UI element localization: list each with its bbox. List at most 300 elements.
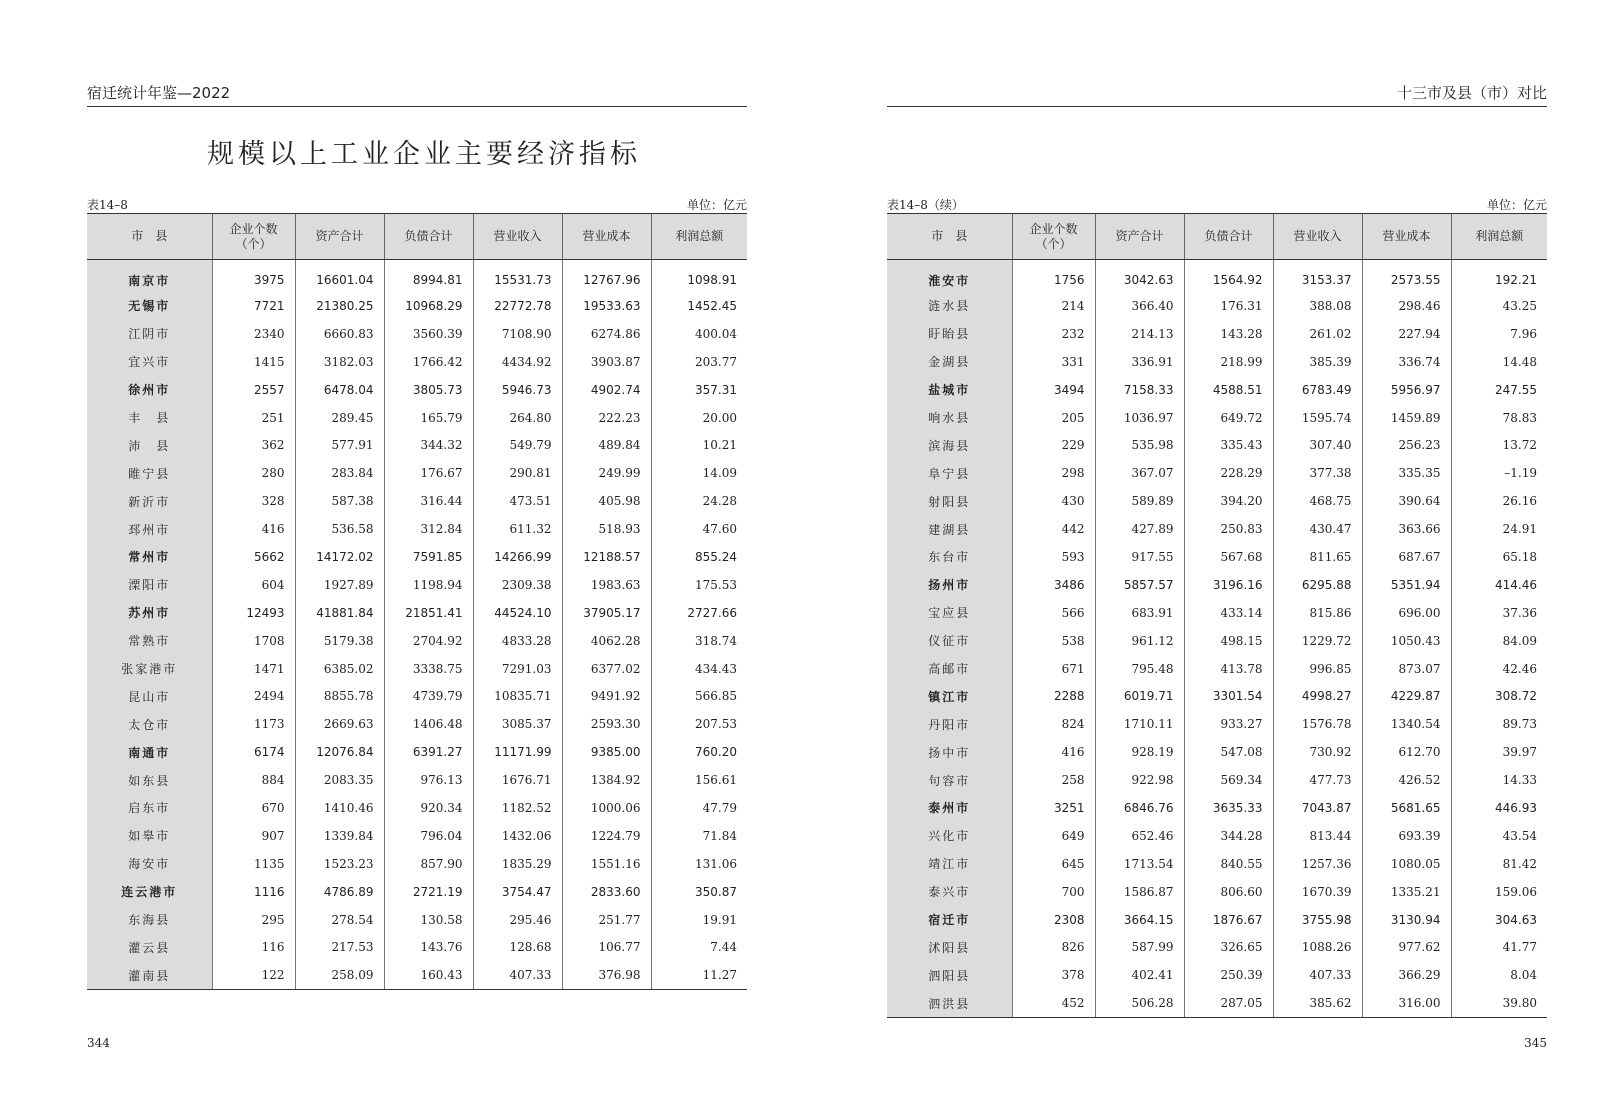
- table-row: [887, 431, 1547, 459]
- table-number: 表14–8: [87, 198, 128, 212]
- header-profit: 利润总额: [1451, 214, 1547, 260]
- header-count-line2: （个）: [1035, 236, 1072, 251]
- cell-revenue: 128.68: [473, 933, 562, 961]
- region-name: 兴化市: [887, 822, 1012, 850]
- cell-assets: 6478.04: [295, 376, 384, 404]
- header-count-line1: 企业个数: [1029, 221, 1078, 236]
- cell-count: 3494: [1012, 376, 1095, 404]
- cell-profit: 7.96: [1451, 320, 1547, 348]
- cell-liabilities: 287.05: [1184, 989, 1273, 1017]
- cell-cost: 12188.57: [562, 543, 651, 571]
- cell-assets: 5857.57: [1095, 571, 1184, 599]
- cell-assets: 7158.33: [1095, 376, 1184, 404]
- cell-profit: 207.53: [651, 710, 747, 738]
- header-revenue: 营业收入: [1273, 214, 1362, 260]
- cell-cost: 2573.55: [1362, 260, 1451, 293]
- page-number-right: 345: [1524, 1036, 1547, 1050]
- region-name: 南通市: [87, 738, 212, 766]
- header-region: 市 县: [87, 214, 212, 260]
- cell-assets: 21380.25: [295, 292, 384, 320]
- cell-assets: 589.89: [1095, 487, 1184, 515]
- cell-liabilities: 567.68: [1184, 543, 1273, 571]
- cell-revenue: 2309.38: [473, 571, 562, 599]
- cell-count: 430: [1012, 487, 1095, 515]
- table-row: [887, 682, 1547, 710]
- cell-assets: 587.38: [295, 487, 384, 515]
- region-name: 金湖县: [887, 348, 1012, 376]
- cell-assets: 3182.03: [295, 348, 384, 376]
- cell-count: 1756: [1012, 260, 1095, 293]
- cell-profit: 41.77: [1451, 933, 1547, 961]
- region-name: 盱眙县: [887, 320, 1012, 348]
- cell-cost: 222.23: [562, 404, 651, 432]
- cell-profit: 37.36: [1451, 599, 1547, 627]
- cell-assets: 2083.35: [295, 766, 384, 794]
- cell-revenue: 1835.29: [473, 850, 562, 878]
- cell-cost: 5956.97: [1362, 376, 1451, 404]
- running-head-text: 十三市及县（市）对比: [1396, 84, 1547, 102]
- table-row: [87, 571, 747, 599]
- cell-cost: 9385.00: [562, 738, 651, 766]
- cell-assets: 922.98: [1095, 766, 1184, 794]
- cell-profit: 14.48: [1451, 348, 1547, 376]
- cell-count: 378: [1012, 961, 1095, 989]
- cell-profit: 203.77: [651, 348, 747, 376]
- cell-liabilities: 250.39: [1184, 961, 1273, 989]
- cell-profit: 7.44: [651, 933, 747, 961]
- header-profit: 利润总额: [651, 214, 747, 260]
- table-row: [87, 738, 747, 766]
- region-name: 南京市: [87, 260, 212, 293]
- unit-label: 单位：亿元: [1486, 198, 1547, 212]
- cell-profit: 39.97: [1451, 738, 1547, 766]
- cell-liabilities: 176.67: [384, 459, 473, 487]
- cell-assets: 289.45: [295, 404, 384, 432]
- region-name: 镇江市: [887, 682, 1012, 710]
- cell-profit: 304.63: [1451, 906, 1547, 934]
- cell-profit: 357.31: [651, 376, 747, 404]
- cell-revenue: 468.75: [1273, 487, 1362, 515]
- cell-profit: 308.72: [1451, 682, 1547, 710]
- table-row: [87, 627, 747, 655]
- running-head-right: [887, 84, 1547, 107]
- region-name: 新沂市: [87, 487, 212, 515]
- cell-count: 538: [1012, 627, 1095, 655]
- cell-profit: 39.80: [1451, 989, 1547, 1017]
- cell-liabilities: 3301.54: [1184, 682, 1273, 710]
- cell-count: 452: [1012, 989, 1095, 1017]
- cell-liabilities: 3560.39: [384, 320, 473, 348]
- cell-count: 229: [1012, 431, 1095, 459]
- cell-cost: 1224.79: [562, 822, 651, 850]
- region-name: 睢宁县: [87, 459, 212, 487]
- cell-liabilities: 160.43: [384, 961, 473, 989]
- cell-cost: 1551.16: [562, 850, 651, 878]
- cell-count: 232: [1012, 320, 1095, 348]
- cell-liabilities: 806.60: [1184, 878, 1273, 906]
- cell-liabilities: 218.99: [1184, 348, 1273, 376]
- cell-liabilities: 920.34: [384, 794, 473, 822]
- cell-count: 3486: [1012, 571, 1095, 599]
- cell-profit: 20.00: [651, 404, 747, 432]
- cell-liabilities: 316.44: [384, 487, 473, 515]
- cell-assets: 577.91: [295, 431, 384, 459]
- cell-assets: 1036.97: [1095, 404, 1184, 432]
- table-number-continued: 表14–8（续）: [887, 198, 964, 212]
- region-name: 丰 县: [87, 404, 212, 432]
- region-name: 泗洪县: [887, 989, 1012, 1017]
- table-row: [87, 961, 747, 989]
- cell-cost: 1080.05: [1362, 850, 1451, 878]
- cell-profit: 13.72: [1451, 431, 1547, 459]
- region-name: 昆山市: [87, 682, 212, 710]
- cell-cost: 1335.21: [1362, 878, 1451, 906]
- table-row: [87, 682, 747, 710]
- cell-revenue: 4998.27: [1273, 682, 1362, 710]
- cell-cost: 251.77: [562, 906, 651, 934]
- cell-cost: 363.66: [1362, 515, 1451, 543]
- cell-liabilities: 344.32: [384, 431, 473, 459]
- cell-revenue: 6295.88: [1273, 571, 1362, 599]
- table-row: [87, 822, 747, 850]
- cell-cost: 298.46: [1362, 292, 1451, 320]
- cell-revenue: 1088.26: [1273, 933, 1362, 961]
- cell-profit: 26.16: [1451, 487, 1547, 515]
- cell-count: 2340: [212, 320, 295, 348]
- region-name: 丹阳市: [887, 710, 1012, 738]
- header-count: [212, 214, 295, 260]
- cell-profit: 247.55: [1451, 376, 1547, 404]
- table-row: [887, 933, 1547, 961]
- cell-assets: 1710.11: [1095, 710, 1184, 738]
- table-row: [887, 376, 1547, 404]
- cell-cost: 1050.43: [1362, 627, 1451, 655]
- cell-cost: 405.98: [562, 487, 651, 515]
- table-row: [887, 822, 1547, 850]
- table-row: [87, 376, 747, 404]
- cell-revenue: 14266.99: [473, 543, 562, 571]
- cell-assets: 5179.38: [295, 627, 384, 655]
- cell-profit: 65.18: [1451, 543, 1547, 571]
- table-row: [887, 404, 1547, 432]
- cell-profit: 43.54: [1451, 822, 1547, 850]
- cell-cost: 1000.06: [562, 794, 651, 822]
- cell-cost: 612.70: [1362, 738, 1451, 766]
- table-row: [887, 878, 1547, 906]
- cell-revenue: 22772.78: [473, 292, 562, 320]
- table-row: [887, 599, 1547, 627]
- cell-assets: 12076.84: [295, 738, 384, 766]
- table-row: [887, 487, 1547, 515]
- table-row: [887, 989, 1547, 1017]
- cell-cost: 3903.87: [562, 348, 651, 376]
- cell-assets: 1713.54: [1095, 850, 1184, 878]
- cell-revenue: 1670.39: [1273, 878, 1362, 906]
- table-row: [87, 515, 747, 543]
- cell-profit: 14.33: [1451, 766, 1547, 794]
- cell-profit: 89.73: [1451, 710, 1547, 738]
- cell-cost: 37905.17: [562, 599, 651, 627]
- cell-profit: 434.43: [651, 655, 747, 683]
- cell-liabilities: 228.29: [1184, 459, 1273, 487]
- cell-count: 670: [212, 794, 295, 822]
- region-name: 常熟市: [87, 627, 212, 655]
- cell-profit: 47.60: [651, 515, 747, 543]
- cell-revenue: 1182.52: [473, 794, 562, 822]
- cell-revenue: 388.08: [1273, 292, 1362, 320]
- cell-cost: 2833.60: [562, 878, 651, 906]
- cell-count: 280: [212, 459, 295, 487]
- region-name: 宜兴市: [87, 348, 212, 376]
- cell-liabilities: 250.83: [1184, 515, 1273, 543]
- cell-liabilities: 21851.41: [384, 599, 473, 627]
- table-row: [87, 348, 747, 376]
- cell-cost: 1384.92: [562, 766, 651, 794]
- region-name: 仪征市: [887, 627, 1012, 655]
- cell-assets: 536.58: [295, 515, 384, 543]
- table-body-left: [87, 260, 747, 990]
- table-row: [87, 260, 747, 293]
- cell-cost: 1459.89: [1362, 404, 1451, 432]
- table-row: [87, 710, 747, 738]
- left-page: [87, 0, 747, 1099]
- cell-cost: 5351.94: [1362, 571, 1451, 599]
- region-name: 泰州市: [887, 794, 1012, 822]
- cell-count: 295: [212, 906, 295, 934]
- cell-revenue: 307.40: [1273, 431, 1362, 459]
- table-row: [887, 348, 1547, 376]
- region-name: 靖江市: [887, 850, 1012, 878]
- cell-cost: 6377.02: [562, 655, 651, 683]
- cell-cost: 687.67: [1362, 543, 1451, 571]
- cell-liabilities: 10968.29: [384, 292, 473, 320]
- cell-assets: 402.41: [1095, 961, 1184, 989]
- cell-profit: 84.09: [1451, 627, 1547, 655]
- table-row: [887, 906, 1547, 934]
- cell-cost: 390.64: [1362, 487, 1451, 515]
- cell-revenue: 1432.06: [473, 822, 562, 850]
- cell-revenue: 295.46: [473, 906, 562, 934]
- cell-assets: 1410.46: [295, 794, 384, 822]
- region-name: 常州市: [87, 543, 212, 571]
- cell-cost: 5681.65: [1362, 794, 1451, 822]
- cell-revenue: 1595.74: [1273, 404, 1362, 432]
- cell-assets: 506.28: [1095, 989, 1184, 1017]
- cell-cost: 2593.30: [562, 710, 651, 738]
- cell-cost: 106.77: [562, 933, 651, 961]
- cell-liabilities: 796.04: [384, 822, 473, 850]
- region-name: 连云港市: [87, 878, 212, 906]
- cell-cost: 693.39: [1362, 822, 1451, 850]
- cell-cost: 873.07: [1362, 655, 1451, 683]
- page-number-left: 344: [87, 1036, 110, 1050]
- cell-cost: 3130.94: [1362, 906, 1451, 934]
- cell-cost: 366.29: [1362, 961, 1451, 989]
- cell-count: 824: [1012, 710, 1095, 738]
- cell-profit: 131.06: [651, 850, 747, 878]
- table-row: [887, 738, 1547, 766]
- cell-liabilities: 1766.42: [384, 348, 473, 376]
- region-name: 滨海县: [887, 431, 1012, 459]
- cell-count: 1135: [212, 850, 295, 878]
- cell-assets: 3042.63: [1095, 260, 1184, 293]
- cell-revenue: 385.62: [1273, 989, 1362, 1017]
- cell-profit: 42.46: [1451, 655, 1547, 683]
- cell-revenue: 430.47: [1273, 515, 1362, 543]
- cell-profit: 24.91: [1451, 515, 1547, 543]
- cell-revenue: 1257.36: [1273, 850, 1362, 878]
- cell-count: 604: [212, 571, 295, 599]
- cell-revenue: 44524.10: [473, 599, 562, 627]
- table-row: [887, 850, 1547, 878]
- page-title: 规模以上工业企业主要经济指标: [207, 139, 641, 170]
- cell-count: 1708: [212, 627, 295, 655]
- cell-liabilities: 143.76: [384, 933, 473, 961]
- cell-count: 2557: [212, 376, 295, 404]
- cell-count: 2308: [1012, 906, 1095, 934]
- cell-count: 645: [1012, 850, 1095, 878]
- header-assets: 资产合计: [295, 214, 384, 260]
- cell-count: 362: [212, 431, 295, 459]
- region-name: 太仓市: [87, 710, 212, 738]
- table-header-row: [87, 214, 747, 260]
- header-region: 市 县: [887, 214, 1012, 260]
- cell-assets: 1586.87: [1095, 878, 1184, 906]
- region-name: 江阴市: [87, 320, 212, 348]
- cell-revenue: 15531.73: [473, 260, 562, 293]
- cell-cost: 376.98: [562, 961, 651, 989]
- table-row: [887, 627, 1547, 655]
- cell-revenue: 264.80: [473, 404, 562, 432]
- table-row: [887, 292, 1547, 320]
- cell-count: 884: [212, 766, 295, 794]
- cell-count: 416: [1012, 738, 1095, 766]
- region-name: 东台市: [887, 543, 1012, 571]
- cell-revenue: 473.51: [473, 487, 562, 515]
- cell-liabilities: 4739.79: [384, 682, 473, 710]
- cell-liabilities: 3338.75: [384, 655, 473, 683]
- cell-revenue: 4833.28: [473, 627, 562, 655]
- cell-count: 214: [1012, 292, 1095, 320]
- cell-profit: 760.20: [651, 738, 747, 766]
- cell-count: 331: [1012, 348, 1095, 376]
- region-name: 淮安市: [887, 260, 1012, 293]
- region-name: 东海县: [87, 906, 212, 934]
- cell-assets: 1523.23: [295, 850, 384, 878]
- region-name: 宝应县: [887, 599, 1012, 627]
- region-name: 沭阳县: [887, 933, 1012, 961]
- region-name: 灌云县: [87, 933, 212, 961]
- cell-liabilities: 857.90: [384, 850, 473, 878]
- cell-count: 671: [1012, 655, 1095, 683]
- cell-assets: 6019.71: [1095, 682, 1184, 710]
- cell-assets: 217.53: [295, 933, 384, 961]
- cell-profit: 14.09: [651, 459, 747, 487]
- cell-cost: 489.84: [562, 431, 651, 459]
- table-row: [87, 431, 747, 459]
- cell-cost: 249.99: [562, 459, 651, 487]
- cell-assets: 14172.02: [295, 543, 384, 571]
- region-name: 如东县: [87, 766, 212, 794]
- cell-profit: 1452.45: [651, 292, 747, 320]
- cell-count: 122: [212, 961, 295, 989]
- cell-liabilities: 8994.81: [384, 260, 473, 293]
- cell-assets: 6846.76: [1095, 794, 1184, 822]
- cell-assets: 6660.83: [295, 320, 384, 348]
- cell-cost: 4062.28: [562, 627, 651, 655]
- table-header-row: [887, 214, 1547, 260]
- table-row: [887, 710, 1547, 738]
- table-row: [887, 794, 1547, 822]
- cell-cost: 6274.86: [562, 320, 651, 348]
- region-name: 邳州市: [87, 515, 212, 543]
- cell-count: 826: [1012, 933, 1095, 961]
- cell-revenue: 6783.49: [1273, 376, 1362, 404]
- cell-liabilities: 413.78: [1184, 655, 1273, 683]
- cell-liabilities: 3805.73: [384, 376, 473, 404]
- cell-liabilities: 840.55: [1184, 850, 1273, 878]
- cell-liabilities: 6391.27: [384, 738, 473, 766]
- indicator-table-left: [87, 213, 747, 990]
- cell-count: 116: [212, 933, 295, 961]
- header-count-line1: 企业个数: [229, 221, 278, 236]
- right-page: [887, 0, 1547, 1099]
- cell-revenue: 3755.98: [1273, 906, 1362, 934]
- cell-cost: 426.52: [1362, 766, 1451, 794]
- cell-revenue: 811.65: [1273, 543, 1362, 571]
- region-name: 扬中市: [887, 738, 1012, 766]
- cell-assets: 917.55: [1095, 543, 1184, 571]
- cell-profit: 175.53: [651, 571, 747, 599]
- header-cost: 营业成本: [1362, 214, 1451, 260]
- cell-revenue: 7291.03: [473, 655, 562, 683]
- cell-liabilities: 1406.48: [384, 710, 473, 738]
- cell-assets: 652.46: [1095, 822, 1184, 850]
- region-name: 扬州市: [887, 571, 1012, 599]
- cell-liabilities: 3635.33: [1184, 794, 1273, 822]
- cell-assets: 587.99: [1095, 933, 1184, 961]
- cell-count: 3975: [212, 260, 295, 293]
- table-row: [87, 459, 747, 487]
- cell-assets: 1927.89: [295, 571, 384, 599]
- cell-cost: 256.23: [1362, 431, 1451, 459]
- cell-count: 7721: [212, 292, 295, 320]
- region-name: 无锡市: [87, 292, 212, 320]
- table-row: [87, 794, 747, 822]
- table-row: [887, 260, 1547, 293]
- cell-revenue: 1229.72: [1273, 627, 1362, 655]
- table-row: [87, 599, 747, 627]
- cell-liabilities: 3196.16: [1184, 571, 1273, 599]
- region-name: 启东市: [87, 794, 212, 822]
- cell-profit: 1098.91: [651, 260, 747, 293]
- region-name: 涟水县: [887, 292, 1012, 320]
- table-row: [887, 766, 1547, 794]
- cell-profit: 446.93: [1451, 794, 1547, 822]
- region-name: 泗阳县: [887, 961, 1012, 989]
- header-revenue: 营业收入: [473, 214, 562, 260]
- cell-assets: 258.09: [295, 961, 384, 989]
- cell-count: 205: [1012, 404, 1095, 432]
- table-row: [887, 543, 1547, 571]
- cell-liabilities: 2704.92: [384, 627, 473, 655]
- table-row: [87, 320, 747, 348]
- table-row: [887, 459, 1547, 487]
- header-count: [1012, 214, 1095, 260]
- cell-liabilities: 933.27: [1184, 710, 1273, 738]
- cell-count: 1415: [212, 348, 295, 376]
- cell-cost: 9491.92: [562, 682, 651, 710]
